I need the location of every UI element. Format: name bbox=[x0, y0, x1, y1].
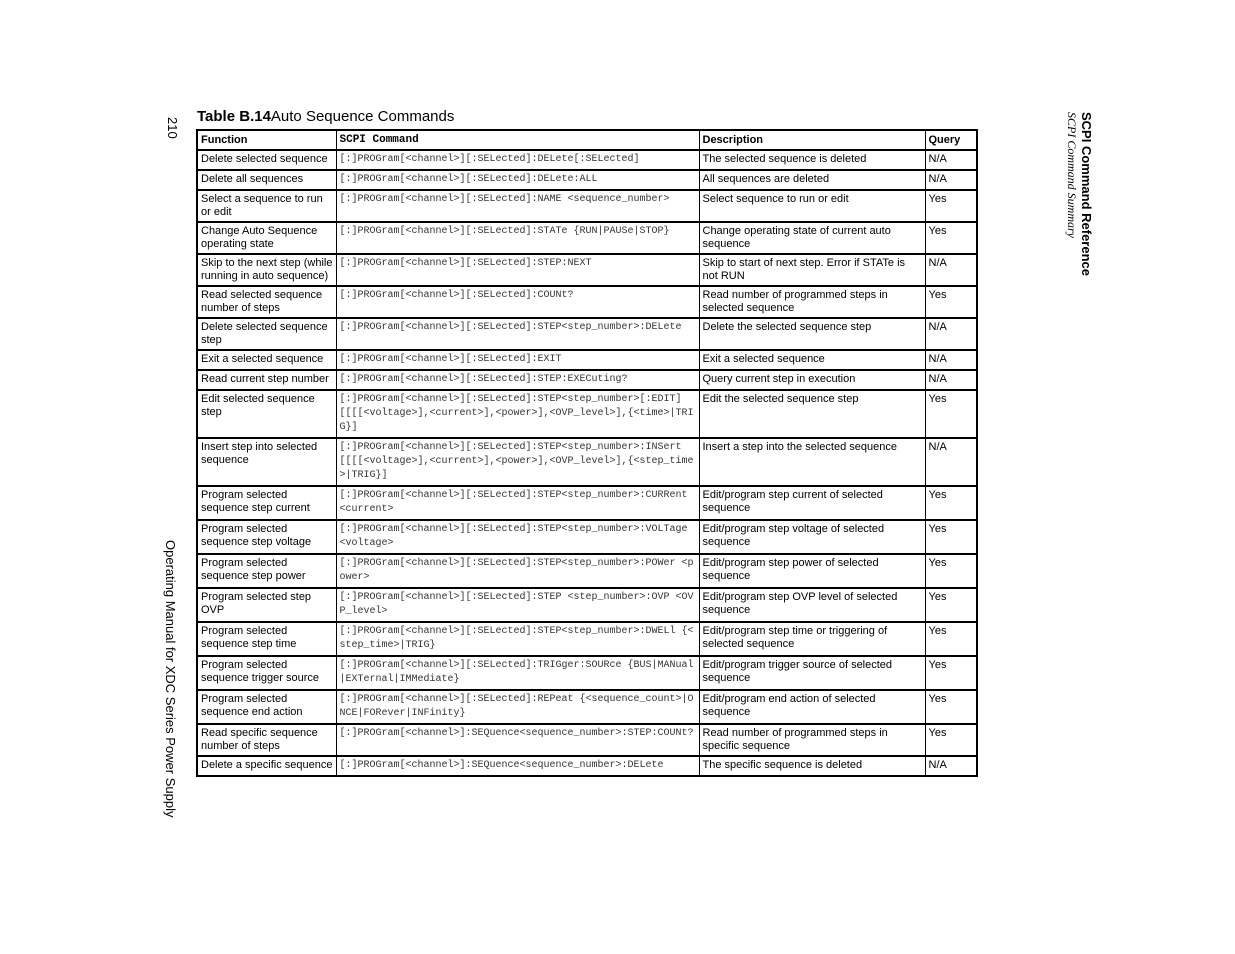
function-cell: Program selected sequence trigger source bbox=[197, 656, 336, 690]
manual-title-footer: Operating Manual for XDC Series Power Supply bbox=[163, 540, 178, 818]
scpi-command-cell: [:]PROGram[<channel>][:SELected]:STEP<step_number>:POWer <power> bbox=[336, 554, 699, 588]
scpi-command-cell: [:]PROGram[<channel>][:SELected]:DELete:ALL bbox=[336, 170, 699, 190]
table-row bbox=[197, 254, 977, 286]
scpi-command-cell: [:]PROGram[<channel>][:SELected]:EXIT bbox=[336, 350, 699, 370]
table-row bbox=[197, 588, 977, 622]
query-cell: N/A bbox=[925, 370, 977, 390]
description-cell: Edit/program trigger source of selected sequence bbox=[699, 656, 925, 690]
description-cell: Select sequence to run or edit bbox=[699, 190, 925, 222]
description-cell: Exit a selected sequence bbox=[699, 350, 925, 370]
table-row bbox=[197, 350, 977, 370]
header-function: Function bbox=[197, 130, 336, 150]
query-cell: Yes bbox=[925, 588, 977, 622]
description-cell: Edit the selected sequence step bbox=[699, 390, 925, 438]
auto-sequence-commands-table bbox=[196, 129, 978, 777]
query-cell: N/A bbox=[925, 438, 977, 486]
function-cell: Program selected step OVP bbox=[197, 588, 336, 622]
function-cell: Delete selected sequence bbox=[197, 150, 336, 170]
scpi-command-cell: [:]PROGram[<channel>][:SELected]:TRIGger:SOURce {BUS|MANual|EXTernal|IMMediate} bbox=[336, 656, 699, 690]
table-row bbox=[197, 390, 977, 438]
description-cell: The specific sequence is deleted bbox=[699, 756, 925, 776]
page-number: 210 bbox=[165, 117, 180, 139]
function-cell: Read current step number bbox=[197, 370, 336, 390]
query-cell: N/A bbox=[925, 150, 977, 170]
table-row bbox=[197, 370, 977, 390]
table-row bbox=[197, 756, 977, 776]
table-caption-text: Auto Sequence Commands bbox=[270, 108, 455, 125]
table-row bbox=[197, 222, 977, 254]
query-cell: Yes bbox=[925, 486, 977, 520]
description-cell: Skip to start of next step. Error if STATe is not RUN bbox=[699, 254, 925, 286]
query-cell: Yes bbox=[925, 390, 977, 438]
table-row bbox=[197, 554, 977, 588]
description-cell: The selected sequence is deleted bbox=[699, 150, 925, 170]
scpi-command-cell: [:]PROGram[<channel>][:SELected]:STEP<step_number>:CURRent <current> bbox=[336, 486, 699, 520]
query-cell: N/A bbox=[925, 350, 977, 370]
function-cell: Change Auto Sequence operating state bbox=[197, 222, 336, 254]
description-cell: All sequences are deleted bbox=[699, 170, 925, 190]
table-row bbox=[197, 190, 977, 222]
table-header-row bbox=[197, 130, 977, 150]
table-row bbox=[197, 486, 977, 520]
table-row bbox=[197, 286, 977, 318]
function-cell: Edit selected sequence step bbox=[197, 390, 336, 438]
description-cell: Insert a step into the selected sequence bbox=[699, 438, 925, 486]
function-cell: Select a sequence to run or edit bbox=[197, 190, 336, 222]
scpi-command-cell: [:]PROGram[<channel>][:SELected]:NAME <sequence_number> bbox=[336, 190, 699, 222]
description-cell: Edit/program end action of selected sequence bbox=[699, 690, 925, 724]
table-caption-label: Table B.14 bbox=[197, 108, 271, 125]
table-row bbox=[197, 318, 977, 350]
function-cell: Exit a selected sequence bbox=[197, 350, 336, 370]
function-cell: Program selected sequence step power bbox=[197, 554, 336, 588]
scpi-command-cell: [:]PROGram[<channel>][:SELected]:STEP<step_number>:INSert [[[[<voltage>],<current>],<power>],<OVP_level>],{<step_time>|TRIG}] bbox=[336, 438, 699, 486]
description-cell: Edit/program step voltage of selected sequence bbox=[699, 520, 925, 554]
function-cell: Delete a specific sequence bbox=[197, 756, 336, 776]
scpi-command-cell: [:]PROGram[<channel>][:SELected]:STEP:EXECuting? bbox=[336, 370, 699, 390]
table-row bbox=[197, 656, 977, 690]
header-description: Description bbox=[699, 130, 925, 150]
scpi-command-cell: [:]PROGram[<channel>][:SELected]:STEP<step_number>:DWELl {<step_time>|TRIG} bbox=[336, 622, 699, 656]
function-cell: Program selected sequence step time bbox=[197, 622, 336, 656]
table-row bbox=[197, 622, 977, 656]
query-cell: Yes bbox=[925, 520, 977, 554]
scpi-command-cell: [:]PROGram[<channel>][:SELected]:STEP<step_number>[:EDIT] [[[[<voltage>],<current>],<power>],<OVP_level>],{<time>|TRIG}] bbox=[336, 390, 699, 438]
function-cell: Delete selected sequence step bbox=[197, 318, 336, 350]
scpi-command-cell: [:]PROGram[<channel>][:SELected]:STEP:NEXT bbox=[336, 254, 699, 286]
header-scpi-command: SCPI Command bbox=[336, 130, 699, 150]
description-cell: Read number of programmed steps in specific sequence bbox=[699, 724, 925, 756]
function-cell: Program selected sequence step current bbox=[197, 486, 336, 520]
function-cell: Program selected sequence step voltage bbox=[197, 520, 336, 554]
section-subtitle: SCPI Command Summary bbox=[1065, 112, 1079, 238]
scpi-command-cell: [:]PROGram[<channel>][:SELected]:STEP<step_number>:DELete bbox=[336, 318, 699, 350]
function-cell: Insert step into selected sequence bbox=[197, 438, 336, 486]
table-caption bbox=[197, 108, 454, 125]
query-cell: Yes bbox=[925, 656, 977, 690]
query-cell: N/A bbox=[925, 756, 977, 776]
query-cell: Yes bbox=[925, 222, 977, 254]
description-cell: Edit/program step OVP level of selected sequence bbox=[699, 588, 925, 622]
section-title: SCPI Command Reference bbox=[1079, 112, 1094, 276]
scpi-command-cell: [:]PROGram[<channel>]:SEQuence<sequence_number>:DELete bbox=[336, 756, 699, 776]
description-cell: Edit/program step current of selected sequence bbox=[699, 486, 925, 520]
section-header bbox=[1064, 112, 1094, 276]
query-cell: Yes bbox=[925, 286, 977, 318]
function-cell: Read selected sequence number of steps bbox=[197, 286, 336, 318]
table-row bbox=[197, 170, 977, 190]
table-row bbox=[197, 520, 977, 554]
table-row bbox=[197, 150, 977, 170]
scpi-command-cell: [:]PROGram[<channel>][:SELected]:STATe {RUN|PAUSe|STOP} bbox=[336, 222, 699, 254]
query-cell: Yes bbox=[925, 622, 977, 656]
query-cell: Yes bbox=[925, 690, 977, 724]
scpi-command-cell: [:]PROGram[<channel>]:SEQuence<sequence_number>:STEP:COUNt? bbox=[336, 724, 699, 756]
scpi-command-cell: [:]PROGram[<channel>][:SELected]:STEP<step_number>:VOLTage <voltage> bbox=[336, 520, 699, 554]
scpi-command-cell: [:]PROGram[<channel>][:SELected]:COUNt? bbox=[336, 286, 699, 318]
scpi-command-cell: [:]PROGram[<channel>][:SELected]:STEP <step_number>:OVP <OVP_level> bbox=[336, 588, 699, 622]
header-query: Query bbox=[925, 130, 977, 150]
table-row bbox=[197, 724, 977, 756]
description-cell: Change operating state of current auto sequence bbox=[699, 222, 925, 254]
scpi-command-cell: [:]PROGram[<channel>][:SELected]:DELete[:SELected] bbox=[336, 150, 699, 170]
function-cell: Program selected sequence end action bbox=[197, 690, 336, 724]
table-row bbox=[197, 690, 977, 724]
description-cell: Read number of programmed steps in selected sequence bbox=[699, 286, 925, 318]
query-cell: N/A bbox=[925, 318, 977, 350]
function-cell: Read specific sequence number of steps bbox=[197, 724, 336, 756]
scpi-command-cell: [:]PROGram[<channel>][:SELected]:REPeat {<sequence_count>|ONCE|FORever|INFinity} bbox=[336, 690, 699, 724]
function-cell: Skip to the next step (while running in auto sequence) bbox=[197, 254, 336, 286]
table-row bbox=[197, 438, 977, 486]
description-cell: Query current step in execution bbox=[699, 370, 925, 390]
query-cell: N/A bbox=[925, 254, 977, 286]
function-cell: Delete all sequences bbox=[197, 170, 336, 190]
description-cell: Edit/program step time or triggering of selected sequence bbox=[699, 622, 925, 656]
table-body bbox=[197, 150, 977, 776]
description-cell: Edit/program step power of selected sequence bbox=[699, 554, 925, 588]
query-cell: N/A bbox=[925, 170, 977, 190]
query-cell: Yes bbox=[925, 554, 977, 588]
query-cell: Yes bbox=[925, 724, 977, 756]
query-cell: Yes bbox=[925, 190, 977, 222]
description-cell: Delete the selected sequence step bbox=[699, 318, 925, 350]
